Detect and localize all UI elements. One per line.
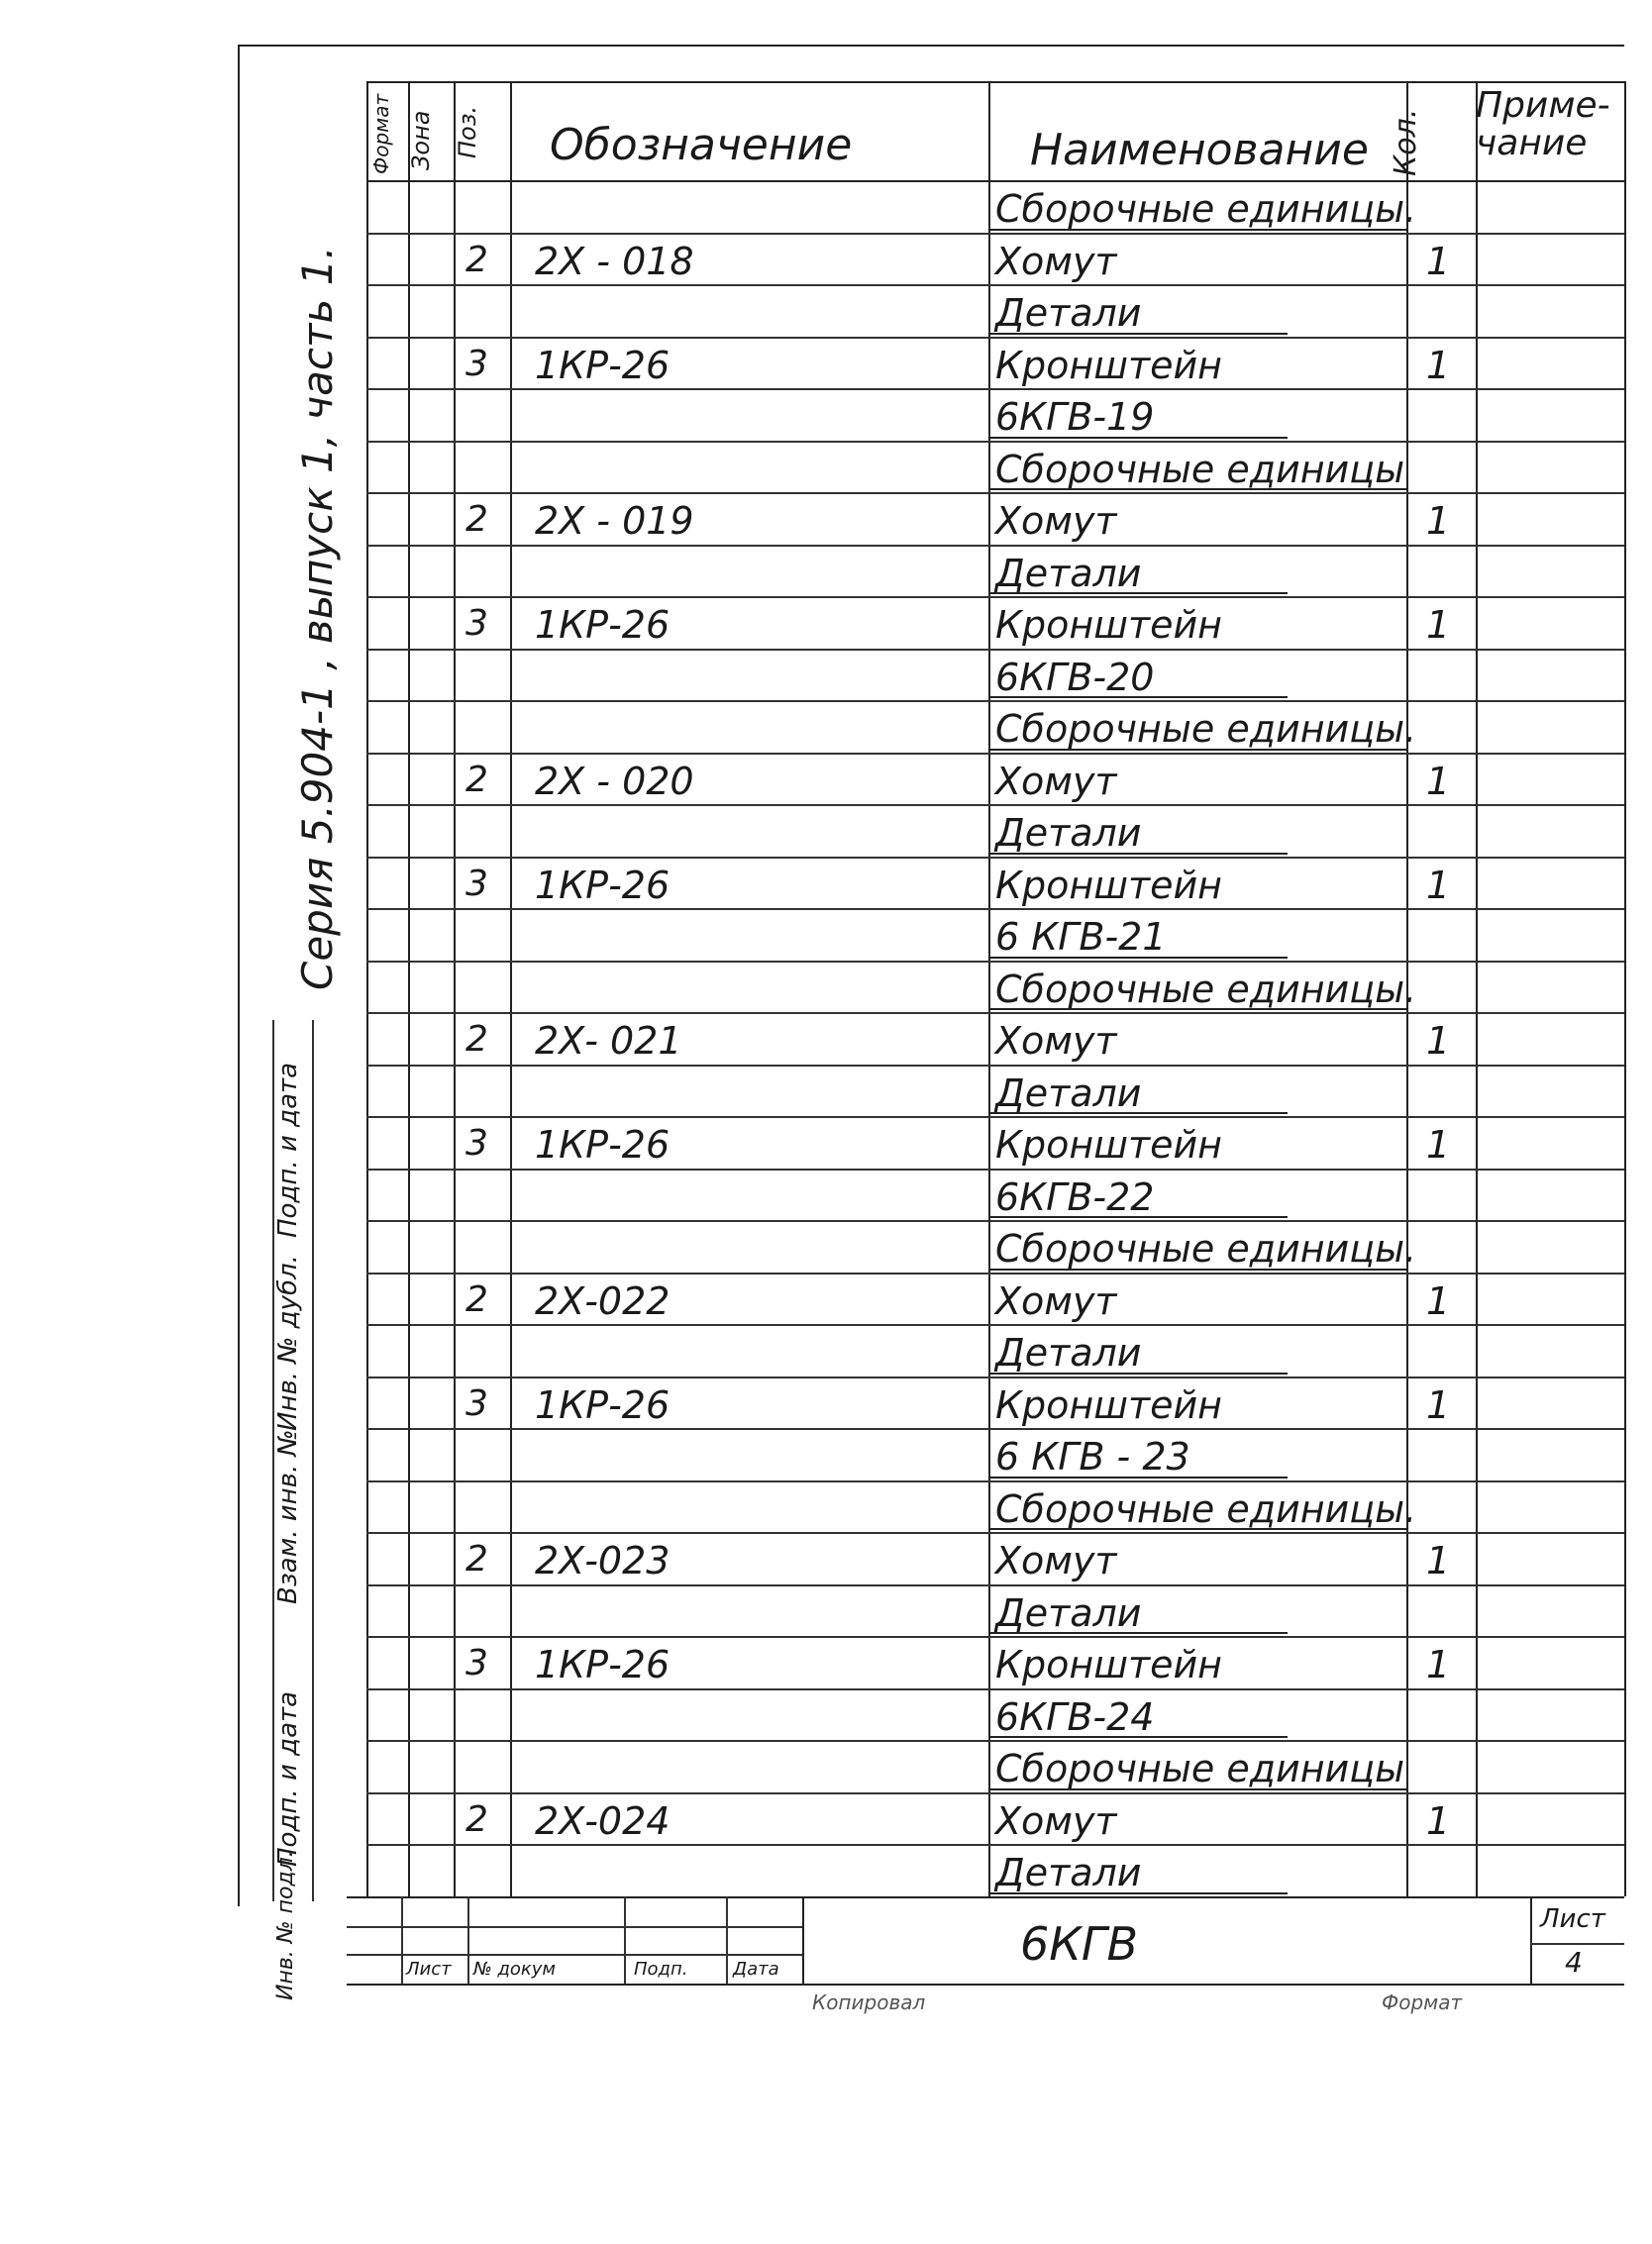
cell-qty: 1 (1426, 239, 1451, 283)
row-border (366, 1220, 1624, 1222)
name-underline (990, 853, 1288, 855)
title-block-sheet-line (1530, 1943, 1624, 1945)
cell-pos: 3 (465, 603, 488, 644)
cell-pos: 2 (465, 499, 488, 540)
title-block-bottom (347, 1984, 1624, 1986)
title-col-sign: Подп. (634, 1959, 688, 1980)
name-underline (990, 333, 1288, 335)
cell-name: Детали (995, 1071, 1142, 1115)
row-border (366, 1065, 1624, 1067)
cell-designation: 2Х- 021 (535, 1019, 682, 1063)
header-designation: Обозначение (550, 120, 853, 170)
cell-name: Детали (995, 291, 1142, 335)
name-underline (990, 1216, 1288, 1218)
stamp-replace-inv: Взам. инв. № (273, 1429, 303, 1604)
cell-designation: 1КР-26 (535, 603, 671, 647)
cell-name: Сборочные единицы. (995, 187, 1417, 231)
row-border (366, 441, 1624, 443)
cell-name: Сборочные единицы (995, 447, 1405, 491)
cell-pos: 3 (465, 343, 488, 384)
cell-pos: 2 (465, 1019, 488, 1060)
cell-name: Кронштейн (995, 603, 1223, 647)
table-top-border (366, 81, 1624, 83)
row-border (366, 233, 1624, 235)
row-border (366, 1116, 1624, 1118)
title-block-sep-3 (624, 1896, 626, 1984)
cell-name: Детали (995, 1331, 1142, 1375)
cell-qty: 1 (1426, 343, 1451, 387)
name-underline (990, 1112, 1288, 1114)
cell-designation: 2Х-024 (535, 1798, 671, 1843)
row-border (366, 1740, 1624, 1742)
cell-name: Сборочные единицы. (995, 707, 1417, 751)
cell-designation: 2Х - 018 (535, 239, 694, 283)
cell-qty: 1 (1426, 499, 1451, 543)
header-qty: Кол. (1389, 108, 1423, 176)
name-underline (990, 1736, 1288, 1738)
column-separator (988, 81, 990, 1896)
row-border (366, 388, 1624, 390)
header-pos: Поз. (454, 105, 481, 158)
cell-qty: 1 (1426, 1539, 1451, 1582)
cell-designation: 1КР-26 (535, 1123, 671, 1167)
cell-name: Хомут (995, 759, 1117, 803)
row-border (366, 1377, 1624, 1378)
name-underline (990, 1373, 1288, 1375)
row-border (366, 1844, 1624, 1846)
name-underline (990, 957, 1288, 959)
name-underline (990, 1788, 1406, 1790)
row-border (366, 649, 1624, 651)
row-border (366, 596, 1624, 598)
row-border (366, 545, 1624, 547)
cell-name: Хомут (995, 239, 1117, 283)
header-name: Наименование (1030, 125, 1369, 175)
cell-pos: 3 (465, 1382, 488, 1424)
copied-by-label: Копировал (812, 1990, 926, 2014)
row-border (366, 961, 1624, 963)
sheet-label: Лист (1540, 1904, 1605, 1934)
cell-name: Кронштейн (995, 343, 1223, 387)
sheet-number: 4 (1565, 1946, 1583, 1979)
row-border (366, 1012, 1624, 1014)
row-border (366, 700, 1624, 702)
cell-designation: 2Х-023 (535, 1539, 671, 1582)
title-block-sep-5 (802, 1896, 804, 1984)
name-underline (990, 1892, 1288, 1894)
column-separator (1624, 81, 1626, 1896)
name-underline (990, 1632, 1288, 1634)
cell-designation: 2Х - 020 (535, 759, 694, 803)
row-border (366, 857, 1624, 859)
cell-pos: 2 (465, 239, 488, 280)
row-border (366, 1273, 1624, 1275)
row-border (366, 1688, 1624, 1690)
title-block-line-2 (347, 1954, 802, 1956)
title-block-line-1 (347, 1926, 802, 1928)
cell-pos: 3 (465, 1123, 488, 1164)
cell-name: Кронштейн (995, 863, 1223, 907)
title-block-top (347, 1896, 1624, 1898)
stamp-dup-inv: Инв. № дубл. (273, 1255, 303, 1431)
row-border (366, 337, 1624, 339)
cell-designation: 2Х-022 (535, 1278, 671, 1323)
name-underline (990, 696, 1288, 698)
cell-designation: 1КР-26 (535, 343, 671, 387)
cell-name: Хомут (995, 1798, 1117, 1843)
row-border (366, 1324, 1624, 1326)
cell-name: 6 КГВ - 23 (995, 1435, 1190, 1479)
cell-name: Детали (995, 1590, 1142, 1635)
cell-name: Хомут (995, 499, 1117, 543)
header-bottom-border (366, 180, 1624, 182)
cell-name: Детали (995, 1851, 1142, 1894)
stamp-sign-date-2: Подп. и дата (273, 1690, 303, 1867)
cell-qty: 1 (1426, 1643, 1451, 1686)
row-border (366, 1636, 1624, 1638)
cell-name: Кронштейн (995, 1643, 1223, 1686)
title-col-date: Дата (733, 1959, 779, 1980)
cell-name: Кронштейн (995, 1123, 1223, 1167)
title-col-doc: № докум (473, 1959, 557, 1980)
cell-name: Детали (995, 551, 1142, 595)
stamp-orig-inv: Инв. № подл. (273, 1850, 298, 2000)
cell-qty: 1 (1426, 759, 1451, 803)
cell-name: Сборочные единицы. (995, 1486, 1417, 1531)
row-border (366, 1792, 1624, 1794)
row-border (366, 1480, 1624, 1482)
name-underline (990, 488, 1406, 490)
row-border (366, 1428, 1624, 1430)
name-underline (990, 437, 1288, 439)
cell-qty: 1 (1426, 1278, 1451, 1323)
row-border (366, 1532, 1624, 1534)
name-underline (990, 1528, 1406, 1530)
cell-name: Сборочные единицы (995, 1747, 1405, 1790)
title-block-sep-6 (1530, 1896, 1532, 1984)
cell-designation: 1КР-26 (535, 863, 671, 907)
format-label: Формат (1382, 1990, 1463, 2014)
header-note-text: Приме-чание (1476, 85, 1610, 163)
cell-name: Хомут (995, 1019, 1117, 1063)
cell-qty: 1 (1426, 1123, 1451, 1167)
name-underline (990, 229, 1406, 231)
column-separator (408, 81, 410, 1896)
cell-name: Детали (995, 811, 1142, 855)
cell-pos: 2 (465, 1539, 488, 1580)
column-separator (366, 81, 368, 1896)
title-block-sep-2 (467, 1896, 469, 1984)
name-underline (990, 1477, 1288, 1479)
cell-pos: 2 (465, 1278, 488, 1320)
name-underline (990, 592, 1288, 594)
title-block-sep-4 (726, 1896, 728, 1984)
row-border (366, 908, 1624, 910)
cell-qty: 1 (1426, 1382, 1451, 1427)
header-format: Формат (369, 93, 393, 174)
cell-name: Сборочные единицы. (995, 1227, 1417, 1271)
row-border (366, 1169, 1624, 1171)
cell-name: Хомут (995, 1539, 1117, 1582)
row-border (366, 492, 1624, 494)
cell-name: Сборочные единицы. (995, 967, 1417, 1011)
cell-qty: 1 (1426, 863, 1451, 907)
header-note (1476, 87, 1614, 162)
column-separator (454, 81, 456, 1896)
cell-designation: 1КР-26 (535, 1382, 671, 1427)
header-zone: Зона (407, 110, 435, 170)
cell-name: Кронштейн (995, 1382, 1223, 1427)
cell-name: 6КГВ-24 (995, 1694, 1155, 1739)
title-block-sep-1 (401, 1896, 403, 1984)
row-border (366, 804, 1624, 806)
cell-designation: 1КР-26 (535, 1643, 671, 1686)
cell-name: 6КГВ-19 (995, 395, 1155, 439)
cell-pos: 3 (465, 1643, 488, 1683)
row-border (366, 753, 1624, 755)
cell-name: 6 КГВ-21 (995, 915, 1167, 959)
name-underline (990, 1008, 1406, 1010)
cell-name: 6КГВ-22 (995, 1174, 1155, 1219)
cell-qty: 1 (1426, 603, 1451, 647)
title-col-sheet: Лист (406, 1959, 452, 1980)
stamp-col-right (312, 1020, 314, 1901)
series-label: Серия 5.904-1 , выпуск 1, часть 1. (293, 246, 342, 990)
cell-pos: 3 (465, 863, 488, 904)
row-border (366, 1584, 1624, 1586)
cell-qty: 1 (1426, 1019, 1451, 1063)
column-separator (510, 81, 512, 1896)
cell-name: 6КГВ-20 (995, 655, 1155, 699)
cell-pos: 2 (465, 759, 488, 800)
document-code: 6КГВ (1020, 1917, 1139, 1971)
cell-name: Хомут (995, 1278, 1117, 1323)
column-separator (1476, 81, 1478, 1896)
name-underline (990, 749, 1406, 751)
row-border (366, 284, 1624, 286)
cell-designation: 2Х - 019 (535, 499, 694, 543)
stamp-sign-date-1: Подп. и дата (273, 1062, 303, 1238)
name-underline (990, 1269, 1406, 1271)
cell-qty: 1 (1426, 1798, 1451, 1843)
cell-pos: 2 (465, 1798, 488, 1840)
